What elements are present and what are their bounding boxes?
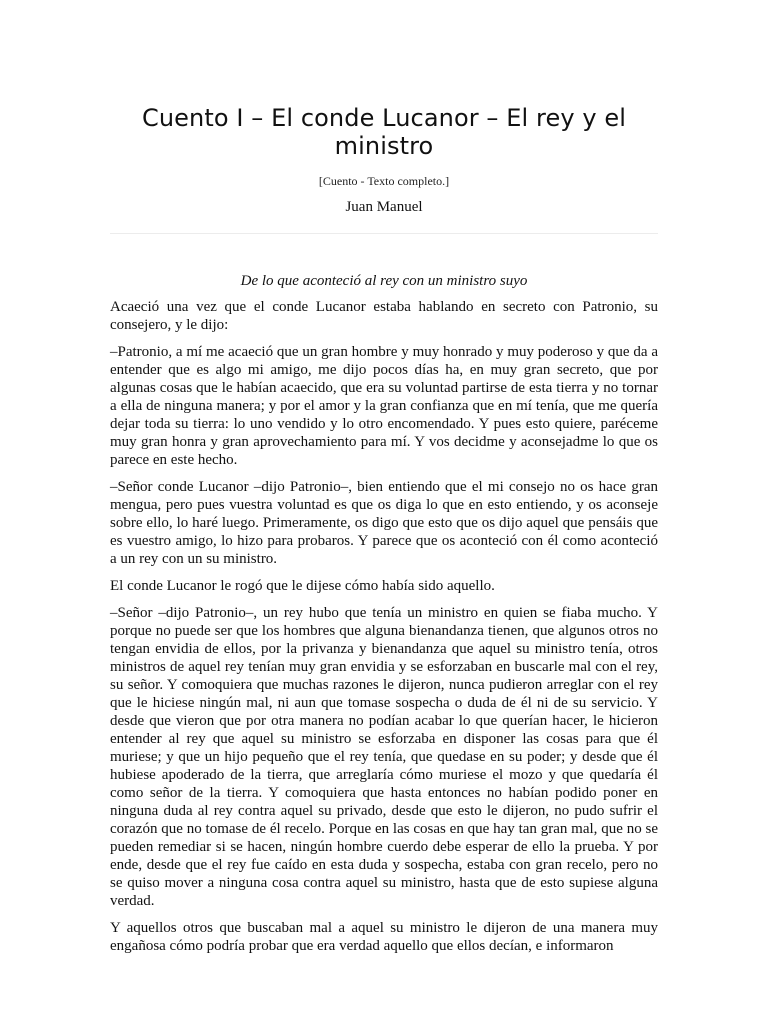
section-heading: De lo que aconteció al rey con un ministro suyo [240, 273, 528, 289]
paragraph: –Señor conde Lucanor –dijo Patronio–, bien entiendo que el mi consejo no os hace gran mengua, pero pues vuestra voluntad es que os diga lo que en esto entiendo, y os aconseje sobre ello, lo haré luego. Primeramente, os digo que esto que os dijo aquel que pensáis que es vuestro amigo, lo hizo para probaros. Y parece que os aconteció con él como aconteció a un rey con un su ministro. [110, 479, 658, 567]
paragraph: Y aquellos otros que buscaban mal a aquel su ministro le dijeron de una manera muy engañosa cómo podría probar que era verdad aquello que ellos decían, e informaron [110, 920, 658, 954]
paragraph: –Señor –dijo Patronio–, un rey hubo que tenía un ministro en quien se fiaba mucho. Y porque no puede ser que los hombres que alguna bienandanza tienen, que algunos otros no tengan envidia de ellos, por la privanza y bienandanza que aquel su ministro tenía, otros ministros de aquel rey tenían muy gran envidia y se esforzaban en buscarle mal con el rey, su señor. Y comoquiera que muchas razones le dijeron, nunca pudieron arreglar con el rey que le hiciese ningún mal, ni aun que tomase sospecha o duda de él ni de su servicio. Y desde que vieron que por otra manera no podían acabar lo que querían hacer, le hicieron entender al rey que aquel su ministro se esforzaba en disponer las cosas para que él muriese; y que un hijo pequeño que el rey tenía, que quedase en su poder; y desde que él hubiese apoderado de la tierra, que arreglaría cómo muriese el mozo y que quedaría él como señor de la tierra. Y comoquiera que hasta entonces no habían podido poner en ninguna duda al rey contra aquel su privado, desde que esto le dijeron, no pudo sufrir el corazón que no tomase de él recelo. Porque en las cosas en que hay tan gran mal, que no se pueden remediar si se hacen, ningún hombre cuerdo debe esperar de ello la prueba. Y por ende, desde que el rey fue caído en esta duda y sospecha, estaba con gran recelo, pero no se quiso mover a ninguna cosa contra aquel su ministro, hasta que de esto supiese alguna verdad. [110, 605, 658, 909]
document-author: Juan Manuel [345, 199, 423, 215]
document-title: Cuento I – El conde Lucanor – El rey y el ministro [141, 104, 627, 160]
document-page [110, 0, 658, 964]
paragraph: El conde Lucanor le rogó que le dijese cómo había sido aquello. [110, 578, 495, 594]
header-divider [110, 233, 658, 234]
paragraph: Acaeció una vez que el conde Lucanor estaba hablando en secreto con Patronio, su consejero, y le dijo: [110, 299, 658, 333]
story-body [110, 298, 658, 955]
document-subtitle: [Cuento - Texto completo.] [318, 174, 450, 188]
paragraph: –Patronio, a mí me acaeció que un gran hombre y muy honrado y muy poderoso y que da a entender que es algo mi amigo, me dijo pocos días ha, en muy gran secreto, que por algunas cosas que le habían acaecido, que era su voluntad partirse de esta tierra y no tornar a ella de ninguna manera; y por el amor y la gran confianza que en mí tenía, que me quería dejar toda su tierra: lo uno vendido y lo otro encomendado. Y pues esto quiere, paréceme muy gran honra y gran aprovechamiento para mí. Y vos decidme y aconsejadme lo que os parece en este hecho. [110, 344, 658, 468]
